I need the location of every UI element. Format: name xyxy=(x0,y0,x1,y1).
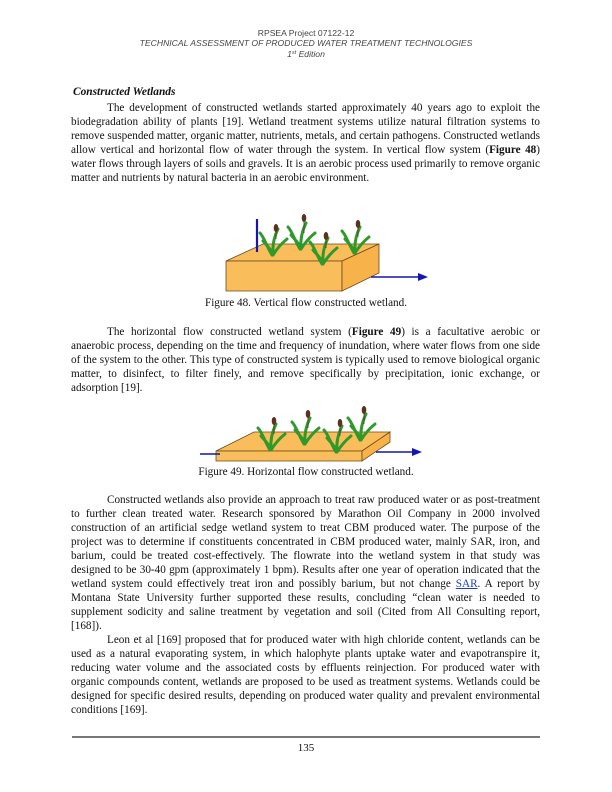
sar-link[interactable]: SAR xyxy=(455,578,478,590)
p3-text-b: . A report by Montana State University further supported these results, concluding “clean water is needed to supplement sodicity and saline treatment by vegetation and soil (Cited from All Consulting report, [168]). xyxy=(71,578,540,632)
section-heading: Constructed Wetlands xyxy=(73,86,176,98)
running-header-edition xyxy=(0,48,612,59)
edition-suffix: st xyxy=(291,50,297,56)
figure-48-reference: Figure 48 xyxy=(489,144,537,156)
paragraph-4: Leon et al [169] proposed that for produced water with high chloride content, wetlands can be used as a natural evaporating system, in which halophyte plants uptake water and evapotranspire it, reducing water volume and the associated costs by effluents reinjection. For produced water with organic compounds content, wetlands are proposed to be used as treatment systems. Wetlands could be designed for specific desired results, depending on produced water quality and prevalent environmental conditions [169]. xyxy=(71,634,540,716)
footer-divider xyxy=(72,736,540,738)
p1-text-a: The development of constructed wetlands started approximately 40 years ago to exploit the biodegradation ability of plants [19]. Wetland treatment systems utilize natural filtration systems to remove suspended matter, organic matter, nutrients, metals, and certain pathogens. Constructed wetlands allow vertical and horizontal flow of water through the system. In vertical flow system ( xyxy=(71,102,540,156)
running-header-title: TECHNICAL ASSESSMENT OF PRODUCED WATER TREATMENT TECHNOLOGIES xyxy=(139,38,473,48)
p1-text-b: ) water flows through layers of soils and gravels. It is an aerobic process used primarily to remove organic matter and nutrients by natural bacteria in an aerobic environment. xyxy=(71,144,540,184)
p3-text-a: Constructed wetlands also provide an approach to treat raw produced water or as post-treatment to further clean treated water. Research sponsored by Marathon Oil Company in 2000 involved construction of an artificial sedge wetland system to treat CBM produced water. The purpose of the project was to determine if constituents concentrated in CBM produced water, mainly SAR, iron, and barium, could be treated cost-effectively. The flowrate into the wetland system in that study was designed to be 30-40 gpm (approximately 1 bpm). Results after one year of operation indicated that the wetland system could effectively treat iron and possibly barium, but not change xyxy=(71,494,540,590)
page-number: 135 xyxy=(297,742,315,754)
figure-48-caption: Figure 48. Vertical flow constructed wetland. xyxy=(204,297,408,309)
paragraph-1 xyxy=(71,101,540,185)
paragraph-3 xyxy=(71,493,540,717)
p2-text-a: The horizontal flow constructed wetland system ( xyxy=(107,326,352,338)
figure-49-diagram xyxy=(200,402,430,464)
edition-word: Edition xyxy=(296,49,325,59)
p2-text-b: ) is a facultative aerobic or anaerobic process, depending on the time and frequency of inundation, where water flows from one side of the system to the other. This type of constructed system is typically used to remove biological organic matter, to disinfect, to filter finely, and remove specifically by precipitation, ionic exchange, or adsorption [19]. xyxy=(71,326,540,394)
figure-49-caption: Figure 49. Horizontal flow constructed wetland. xyxy=(198,466,414,478)
edition-number: 1 xyxy=(287,49,292,59)
paragraph-2 xyxy=(71,325,540,395)
figure-48-diagram xyxy=(220,205,440,295)
running-header-project: RPSEA Project 07122-12 xyxy=(257,28,355,38)
figure-49-reference: Figure 49 xyxy=(351,326,402,338)
